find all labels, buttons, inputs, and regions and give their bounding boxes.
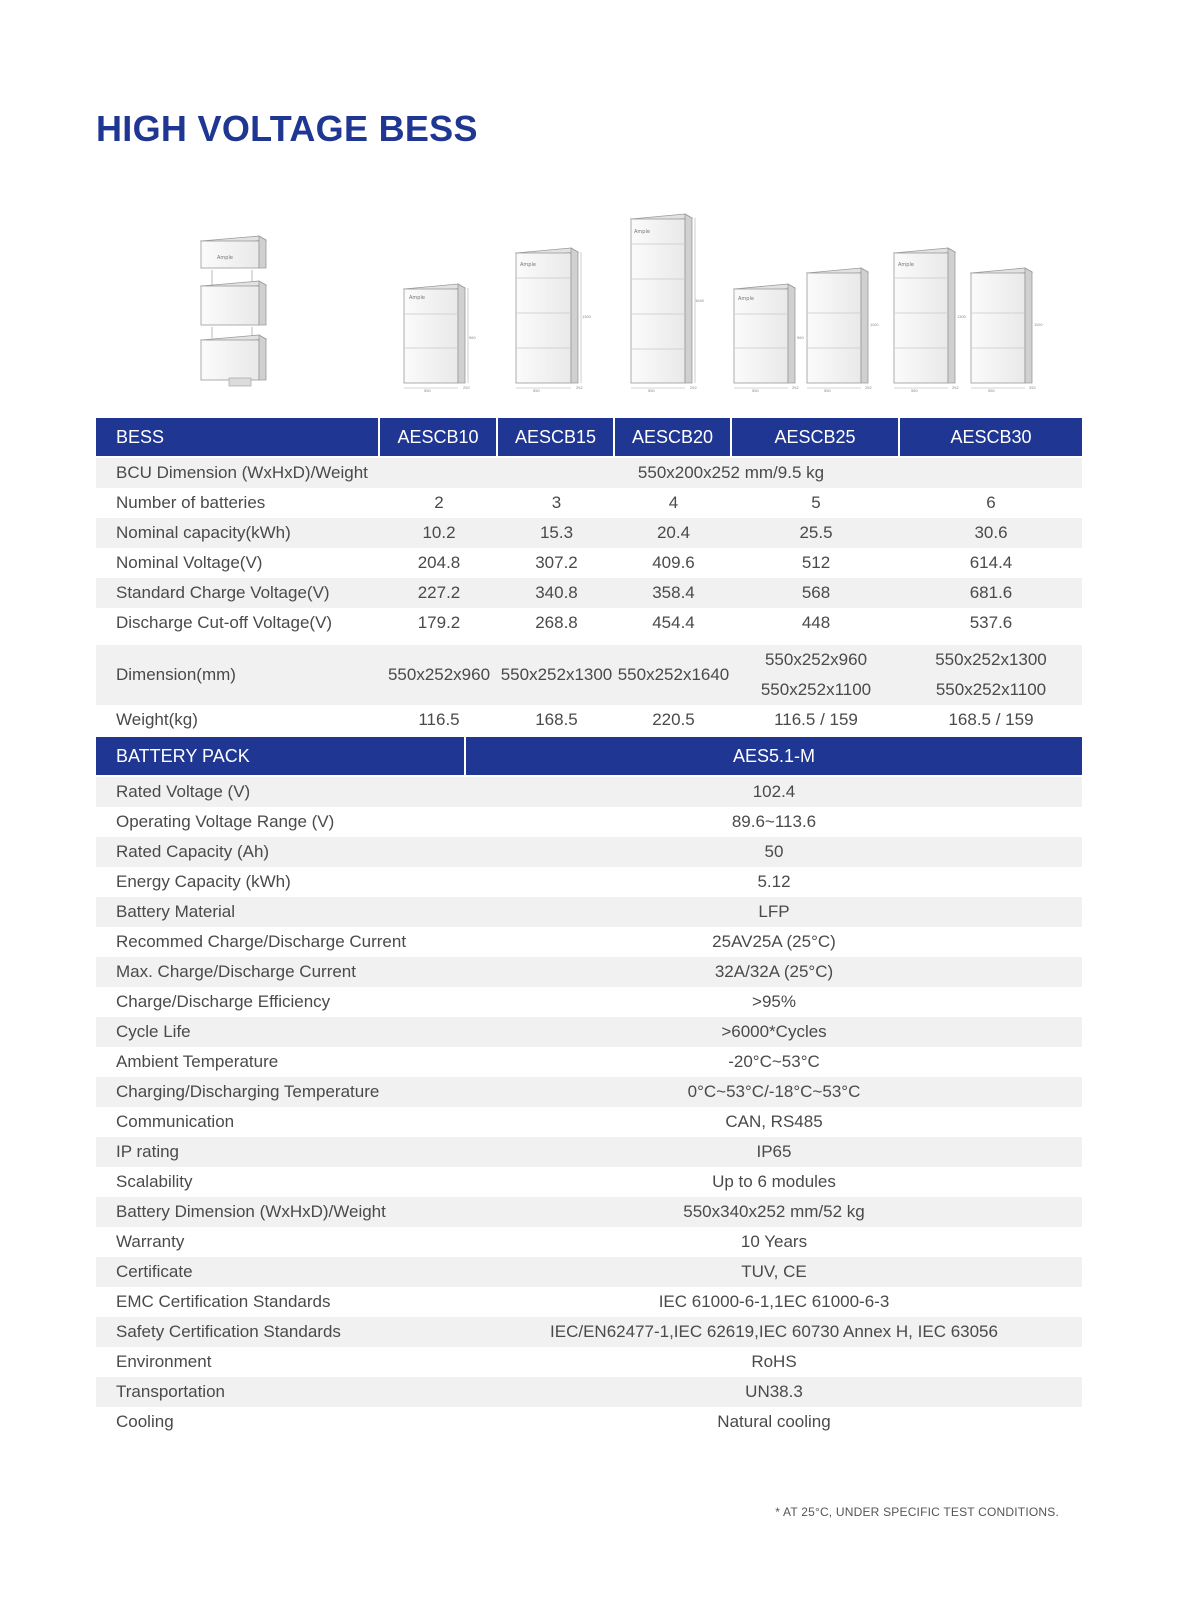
row-value: 268.8	[535, 613, 578, 632]
brand-logo-text: Ample	[217, 255, 233, 261]
width-dim-label: 550	[824, 388, 831, 393]
row-label: Battery Dimension (WxHxD)/Weight	[116, 1202, 386, 1221]
row-value: 168.5 / 159	[948, 710, 1034, 729]
table-row	[96, 1107, 1082, 1137]
width-dim-label: 550	[911, 388, 918, 393]
table-row	[96, 1227, 1082, 1257]
row-label: Operating Voltage Range (V)	[116, 812, 335, 831]
header-battery-pack: BATTERY PACK	[96, 737, 466, 775]
row-value: 220.5	[652, 710, 695, 729]
table-row	[96, 1197, 1082, 1227]
table-row	[96, 1317, 1082, 1347]
table-row	[96, 1287, 1082, 1317]
header-aescb20: AESCB20	[615, 418, 732, 456]
row-value: IEC/EN62477-1,IEC 62619,IEC 60730 Annex H, IEC 63056	[550, 1322, 998, 1341]
row-value: CAN, RS485	[725, 1112, 823, 1131]
row-value: 3	[551, 493, 562, 512]
row-value: 448	[801, 613, 831, 632]
table-row	[96, 518, 1082, 548]
row-value: 116.5 / 159	[774, 710, 858, 729]
height-dim-label: 1100	[1034, 322, 1043, 327]
row-value: 307.2	[535, 553, 578, 572]
row-value: -20°C~53°C	[728, 1052, 820, 1071]
row-label: Communication	[116, 1112, 235, 1131]
bess-table-header	[96, 418, 1082, 456]
row-value: LFP	[758, 902, 790, 921]
row-value: 20.4	[656, 523, 691, 542]
table-row-dimension	[96, 645, 1082, 705]
brand-logo-text: Ample	[409, 295, 425, 301]
table-row	[96, 867, 1082, 897]
depth-dim-label: 252	[792, 385, 799, 390]
row-value: 550x252x1300	[935, 650, 1047, 669]
table-row	[96, 1407, 1082, 1437]
row-value: 550x252x1100	[935, 680, 1047, 699]
row-label: Charging/Discharging Temperature	[116, 1082, 380, 1101]
row-value: 681.6	[969, 583, 1013, 602]
row-value: 340.8	[535, 583, 578, 602]
header-aescb25: AESCB25	[732, 418, 900, 456]
row-value: 25AV25A (25°C)	[712, 932, 836, 951]
row-label: Warranty	[116, 1232, 185, 1251]
row-value: Up to 6 modules	[712, 1172, 836, 1191]
row-value: 15.3	[539, 523, 574, 542]
row-value: 168.5	[535, 710, 578, 729]
aescb25-image	[734, 268, 879, 393]
width-dim-label: 550	[988, 388, 995, 393]
row-value: 537.6	[969, 613, 1013, 632]
row-label: Recommed Charge/Discharge Current	[116, 932, 407, 951]
aescb15-image	[516, 248, 592, 393]
brand-logo-text: Ample	[634, 229, 650, 235]
row-value: 550x200x252 mm/9.5 kg	[637, 463, 825, 482]
row-label: IP rating	[116, 1142, 180, 1161]
row-value: 4	[668, 493, 679, 512]
page-title: HIGH VOLTAGE BESS	[96, 108, 478, 149]
row-label: Energy Capacity (kWh)	[116, 872, 291, 891]
row-value: 358.4	[652, 583, 695, 602]
table-row	[96, 927, 1082, 957]
width-dim-label: 550	[752, 388, 759, 393]
row-value: >95%	[752, 992, 796, 1011]
row-value: IP65	[756, 1142, 792, 1161]
row-value: 550x252x1100	[760, 680, 872, 699]
table-row	[96, 987, 1082, 1017]
table-row	[96, 837, 1082, 867]
depth-dim-label: 252	[1029, 385, 1036, 390]
row-value: 0°C~53°C/-18°C~53°C	[687, 1082, 861, 1101]
width-dim-label: 550	[424, 388, 431, 393]
aescb10-image	[404, 284, 476, 393]
row-label: Number of batteries	[116, 493, 266, 512]
row-value: 2	[434, 493, 444, 512]
row-label: Environment	[116, 1352, 212, 1371]
aescb30-image	[894, 248, 1043, 393]
row-value: Natural cooling	[717, 1412, 831, 1431]
table-row	[96, 705, 1082, 735]
battery-module-image-1	[201, 281, 266, 325]
row-value: 5.12	[757, 872, 791, 891]
row-label: Scalability	[116, 1172, 193, 1191]
row-value: UN38.3	[745, 1382, 803, 1401]
header-aescb10: AESCB10	[380, 418, 498, 456]
table-row	[96, 1167, 1082, 1197]
row-label: Nominal Voltage(V)	[116, 553, 263, 572]
row-value: 89.6~113.6	[731, 812, 817, 831]
brand-logo-text: Ample	[520, 262, 536, 268]
row-value: 550x252x1640	[617, 665, 730, 684]
depth-dim-label: 252	[690, 385, 697, 390]
battery-pack-header	[96, 737, 1082, 775]
row-label: Cycle Life	[116, 1022, 191, 1041]
row-value: 5	[811, 493, 821, 512]
table-row	[96, 1047, 1082, 1077]
row-value: 50	[764, 842, 784, 861]
battery-module-image-2	[201, 335, 266, 386]
row-value: 568	[801, 583, 831, 602]
table-row	[96, 1077, 1082, 1107]
header-aescb15: AESCB15	[498, 418, 615, 456]
row-label: Certificate	[116, 1262, 193, 1281]
product-illustrations	[0, 0, 1185, 420]
row-value: 6	[986, 493, 996, 512]
row-value: 10 Years	[740, 1232, 808, 1251]
table-row	[96, 897, 1082, 927]
row-value: >6000*Cycles	[721, 1022, 827, 1041]
exploded-module-view	[201, 236, 266, 386]
table-row	[96, 777, 1082, 807]
table-row	[96, 1017, 1082, 1047]
row-value: 10.2	[422, 523, 456, 542]
table-row	[96, 458, 1082, 488]
row-label: Rated Voltage (V)	[116, 782, 251, 801]
row-value: 550x252x1300	[500, 665, 613, 684]
row-label: Cooling	[116, 1412, 174, 1431]
row-label: Standard Charge Voltage(V)	[116, 583, 330, 602]
height-dim-label: 1640	[695, 298, 704, 303]
row-label: Weight(kg)	[116, 710, 198, 729]
depth-dim-label: 252	[463, 385, 470, 390]
row-value: TUV, CE	[741, 1262, 807, 1281]
row-label: Charge/Discharge Efficiency	[116, 992, 331, 1011]
row-value: 550x252x960	[764, 650, 868, 669]
footnote: * AT 25°C, UNDER SPECIFIC TEST CONDITIONS.	[775, 1505, 1059, 1519]
depth-dim-label: 252	[952, 385, 959, 390]
row-label: Ambient Temperature	[116, 1052, 279, 1071]
row-label: BCU Dimension (WxHxD)/Weight	[116, 463, 368, 482]
table-row	[96, 548, 1082, 578]
row-label: Safety Certification Standards	[116, 1322, 341, 1341]
row-value: 227.2	[417, 583, 461, 602]
table-row	[96, 608, 1082, 638]
row-value: 179.2	[417, 613, 461, 632]
height-dim-label: 1300	[582, 314, 591, 319]
bcu-module-image	[201, 236, 266, 268]
table-row	[96, 1377, 1082, 1407]
width-dim-label: 550	[648, 388, 655, 393]
row-value: 550x340x252 mm/52 kg	[683, 1202, 865, 1221]
row-value: 512	[801, 553, 831, 572]
table-row	[96, 957, 1082, 987]
height-dim-label: 1300	[957, 314, 966, 319]
header-aescb30: AESCB30	[950, 427, 1032, 447]
row-value: 204.8	[417, 553, 461, 572]
header-bess: BESS	[96, 418, 380, 456]
table-row	[96, 1347, 1082, 1377]
table-row	[96, 1137, 1082, 1167]
header-model: AES5.1-M	[732, 746, 816, 766]
row-label: Dimension(mm)	[116, 665, 236, 684]
row-value: 550x252x960	[387, 665, 491, 684]
height-dim-label: 960	[797, 335, 804, 340]
row-value: 102.4	[752, 782, 796, 801]
row-label: Rated Capacity (Ah)	[116, 842, 270, 861]
row-value: IEC 61000-6-1,1EC 61000-6-3	[658, 1292, 890, 1311]
table-row	[96, 488, 1082, 518]
row-label: EMC Certification Standards	[116, 1292, 331, 1311]
aescb20-image	[631, 214, 705, 393]
row-value: 409.6	[652, 553, 695, 572]
row-label: Discharge Cut-off Voltage(V)	[116, 613, 333, 632]
row-value: 30.6	[974, 523, 1008, 542]
brand-logo-text: Ample	[898, 262, 914, 268]
row-value: 454.4	[652, 613, 695, 632]
row-label: Battery Material	[116, 902, 236, 921]
width-dim-label: 550	[533, 388, 540, 393]
table-row	[96, 578, 1082, 608]
table-row	[96, 807, 1082, 837]
brand-logo-text: Ample	[738, 296, 754, 302]
depth-dim-label: 252	[865, 385, 872, 390]
row-label: Transportation	[116, 1382, 225, 1401]
depth-dim-label: 252	[576, 385, 583, 390]
row-value: RoHS	[751, 1352, 797, 1371]
row-label: Nominal capacity(kWh)	[116, 523, 291, 542]
table-row	[96, 1257, 1082, 1287]
height-dim-label: 1100	[870, 322, 879, 327]
height-dim-label: 960	[469, 335, 476, 340]
row-value: 116.5	[418, 710, 460, 729]
row-label: Max. Charge/Discharge Current	[116, 962, 356, 981]
row-value: 614.4	[969, 553, 1013, 572]
row-value: 32A/32A (25°C)	[714, 962, 834, 981]
row-value: 25.5	[799, 523, 833, 542]
